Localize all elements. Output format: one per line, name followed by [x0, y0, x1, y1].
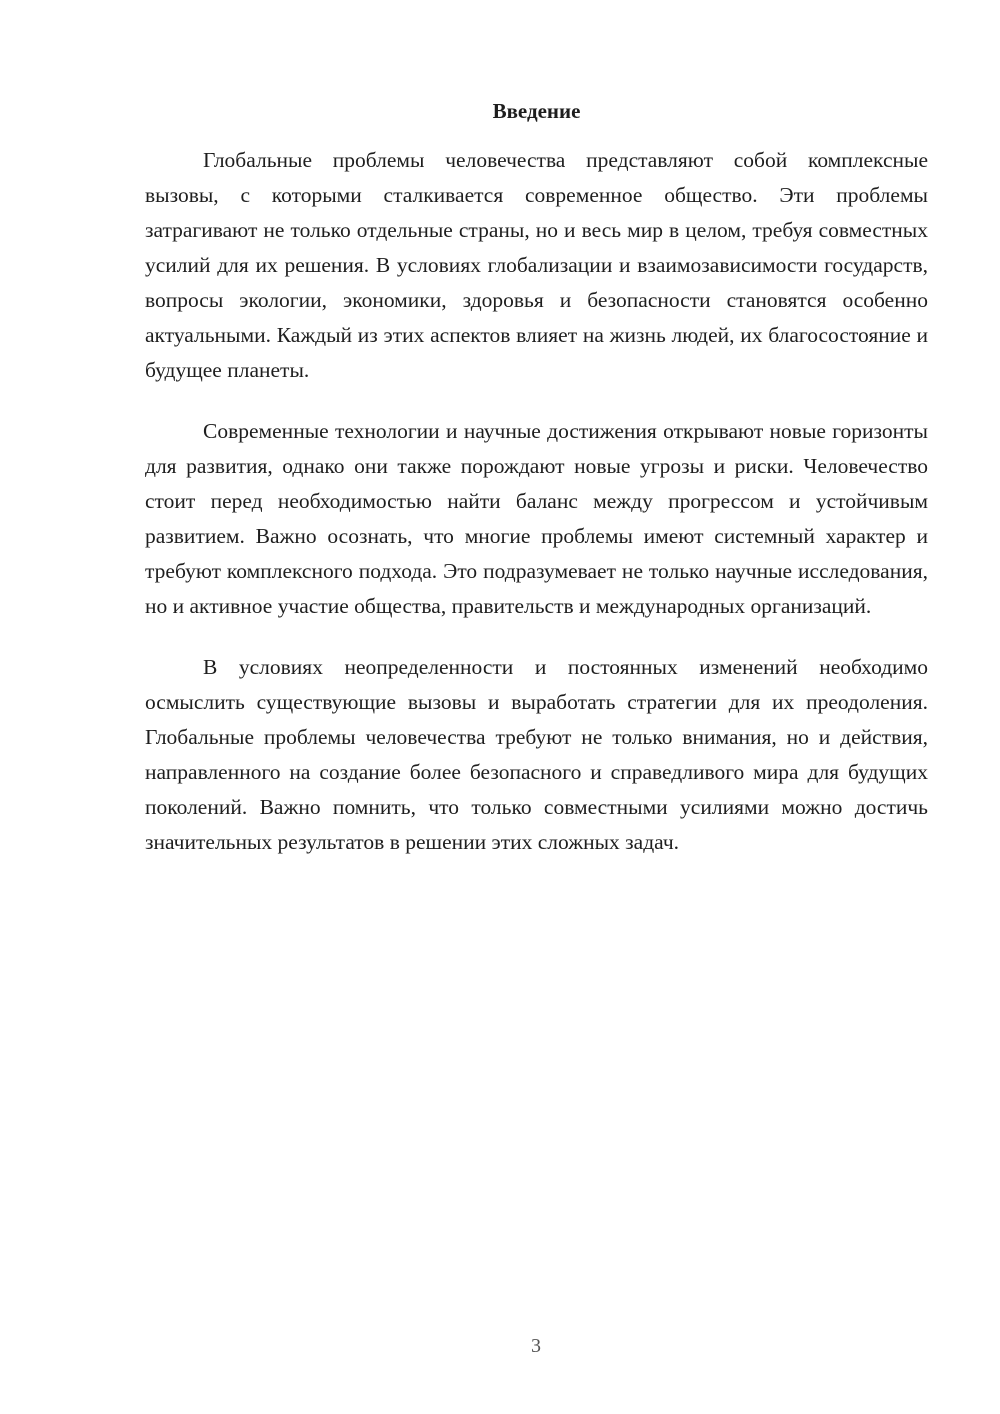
paragraph: Современные технологии и научные достижения открывают новые горизонты для развития, однако они также порождают новые угрозы и риски. Человечество стоит перед необходимостью найти баланс между прогрессом и устойчивым развитием. Важно осознать, что многие проблемы имеют системный характер и требуют комплексного подхода. Это подразумевает не только научные исследования, но и активное участие общества, правительств и международных организаций.	[145, 419, 928, 618]
paragraph: В условиях неопределенности и постоянных изменений необходимо осмыслить существующие вызовы и выработать стратегии для их преодоления. Глобальные проблемы человечества требуют не только внимания, но и действия, направленного на создание более безопасного и справедливого мира для будущих поколений. Важно помнить, что только совместными усилиями можно достичь значительных результатов в решении этих сложных задач.	[145, 655, 928, 854]
section-heading: Введение	[492, 99, 581, 123]
page-number: 3	[531, 1335, 541, 1357]
paragraph: Глобальные проблемы человечества представляют собой комплексные вызовы, с которыми сталкивается современное общество. Эти проблемы затрагивают не только отдельные страны, но и весь мир в целом, требуя совместных усилий для их решения. В условиях глобализации и взаимозависимости государств, вопросы экологии, экономики, здоровья и безопасности становятся особенно актуальными. Каждый из этих аспектов влияет на жизнь людей, их благосостояние и будущее планеты.	[145, 148, 928, 382]
body-text	[145, 143, 928, 886]
